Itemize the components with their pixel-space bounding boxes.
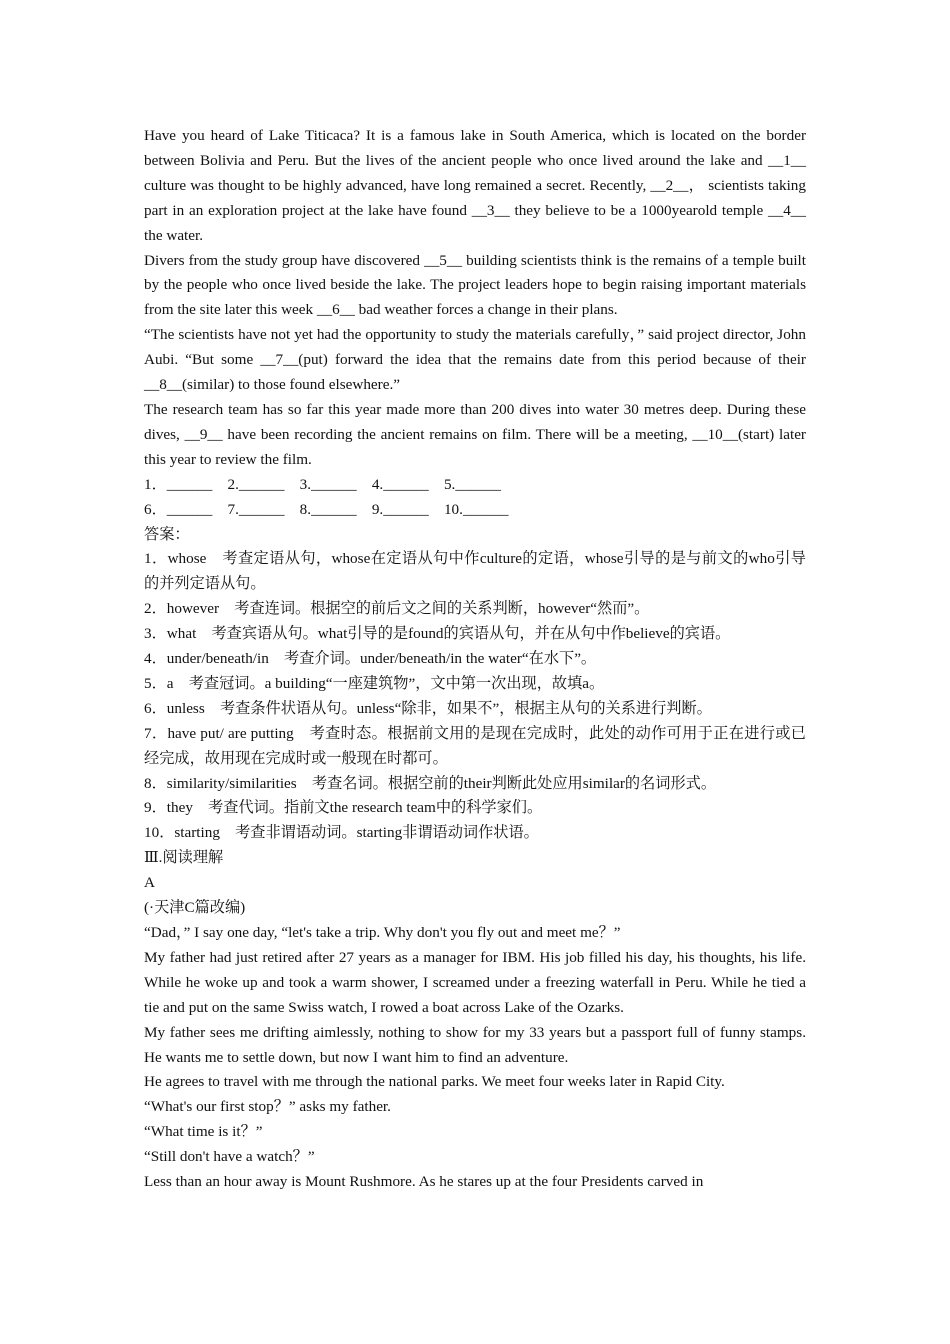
story-line-3: “What's our first stop？” asks my father.	[144, 1098, 391, 1116]
passage-paragraph-3: “The scientists have not yet had the opportunity to study the materials carefully，” said project director, John Aubi. “But some __7__(put) forward the idea that the remains date from this period because of their __8__(similar) to those found elsewhere.”	[144, 326, 806, 394]
passage-paragraph-4: The research team has so far this year made more than 200 dives into water 30 metres deep. During these dives, __9__ have been recording the ancient remains on film. There will be a meeting, __10__(start) later this year to review the film.	[144, 400, 806, 468]
story-paragraph-1: My father had just retired after 27 years as a manager for IBM. His job filled his day, his thoughts, his life. While he woke up and took a warm shower, I screamed under a freezing waterfall in Peru. While he tied a tie and put on the same Swiss watch, I rowed a boat across Lake of the Ozarks.	[144, 948, 806, 1016]
answer-item-9: 9．they 考查代词。指前文the research team中的科学家们。	[144, 799, 543, 817]
section-heading: Ⅲ.阅读理解	[144, 849, 224, 867]
answer-item-6: 6．unless 考查条件状语从句。unless“除非，如果不”，根据主从句的关系进行判断。	[144, 699, 712, 717]
story-line-5: “Still don't have a watch？”	[144, 1148, 315, 1166]
answer-blanks-row-2: 6．______ 7.______ 8.______ 9.______ 10.______	[144, 500, 509, 518]
document-page	[144, 124, 806, 1195]
section-part-label: A	[144, 874, 155, 892]
answer-item-8: 8．similarity/similarities 考查名词。根据空前的their判断此处应用similar的名词形式。	[144, 774, 717, 792]
passage-paragraph-2: Divers from the study group have discovered __5__ building scientists think is the remains of a temple built by the people who once lived beside the lake. The project leaders hope to begin raising important materials from the site later this week __6__ bad weather forces a change in their plans.	[144, 251, 806, 319]
passage-paragraph-1: Have you heard of Lake Titicaca? It is a famous lake in South America, which is located on the border between Bolivia and Peru. But the lives of the ancient people who once lived around the lake and __1__ culture was thought to be highly advanced, have long remained a secret. Recently, __2__， scientists taking part in an exploration project at the lake have found __3__ they believe to be a 1000yearold temple __4__ the water.	[144, 127, 806, 244]
answer-item-1: 1．whose 考查定语从句，whose在定语从句中作culture的定语，whose引导的是与前文的who引导的并列定语从句。	[144, 550, 806, 593]
answers-heading: 答案：	[144, 525, 190, 543]
answer-item-2: 2．however 考查连词。根据空的前后文之间的关系判断，however“然而”。	[144, 600, 650, 618]
story-line-2: He agrees to travel with me through the national parks. We meet four weeks later in Rapid City.	[144, 1073, 725, 1091]
answer-item-3: 3．what 考查宾语从句。what引导的是found的宾语从句，并在从句中作believe的宾语。	[144, 625, 731, 643]
story-line-6: Less than an hour away is Mount Rushmore. As he stares up at the four Presidents carved in	[144, 1173, 704, 1191]
source-note: (·天津C篇改编)	[144, 899, 246, 917]
answer-blanks-row-1: 1．______ 2.______ 3.______ 4.______ 5.______	[144, 475, 501, 493]
story-line-1: “Dad，” I say one day, “let's take a trip. Why don't you fly out and meet me？”	[144, 924, 621, 941]
story-line-4: “What time is it？”	[144, 1123, 263, 1141]
answer-item-5: 5．a 考查冠词。a building“一座建筑物”，文中第一次出现，故填a。	[144, 674, 605, 692]
answer-item-7: 7．have put/ are putting 考查时态。根据前文用的是现在完成时，此处的动作可用于正在进行或已经完成，故用现在完成时或一般现在时都可。	[144, 724, 806, 767]
story-paragraph-2: My father sees me drifting aimlessly, nothing to show for my 33 years but a passport full of funny stamps. He wants me to settle down, but now I want him to find an adventure.	[144, 1023, 806, 1066]
answer-item-4: 4．under/beneath/in 考查介词。under/beneath/in the water“在水下”。	[144, 650, 597, 668]
answer-item-10: 10．starting 考查非谓语动词。starting非谓语动词作状语。	[144, 824, 539, 842]
